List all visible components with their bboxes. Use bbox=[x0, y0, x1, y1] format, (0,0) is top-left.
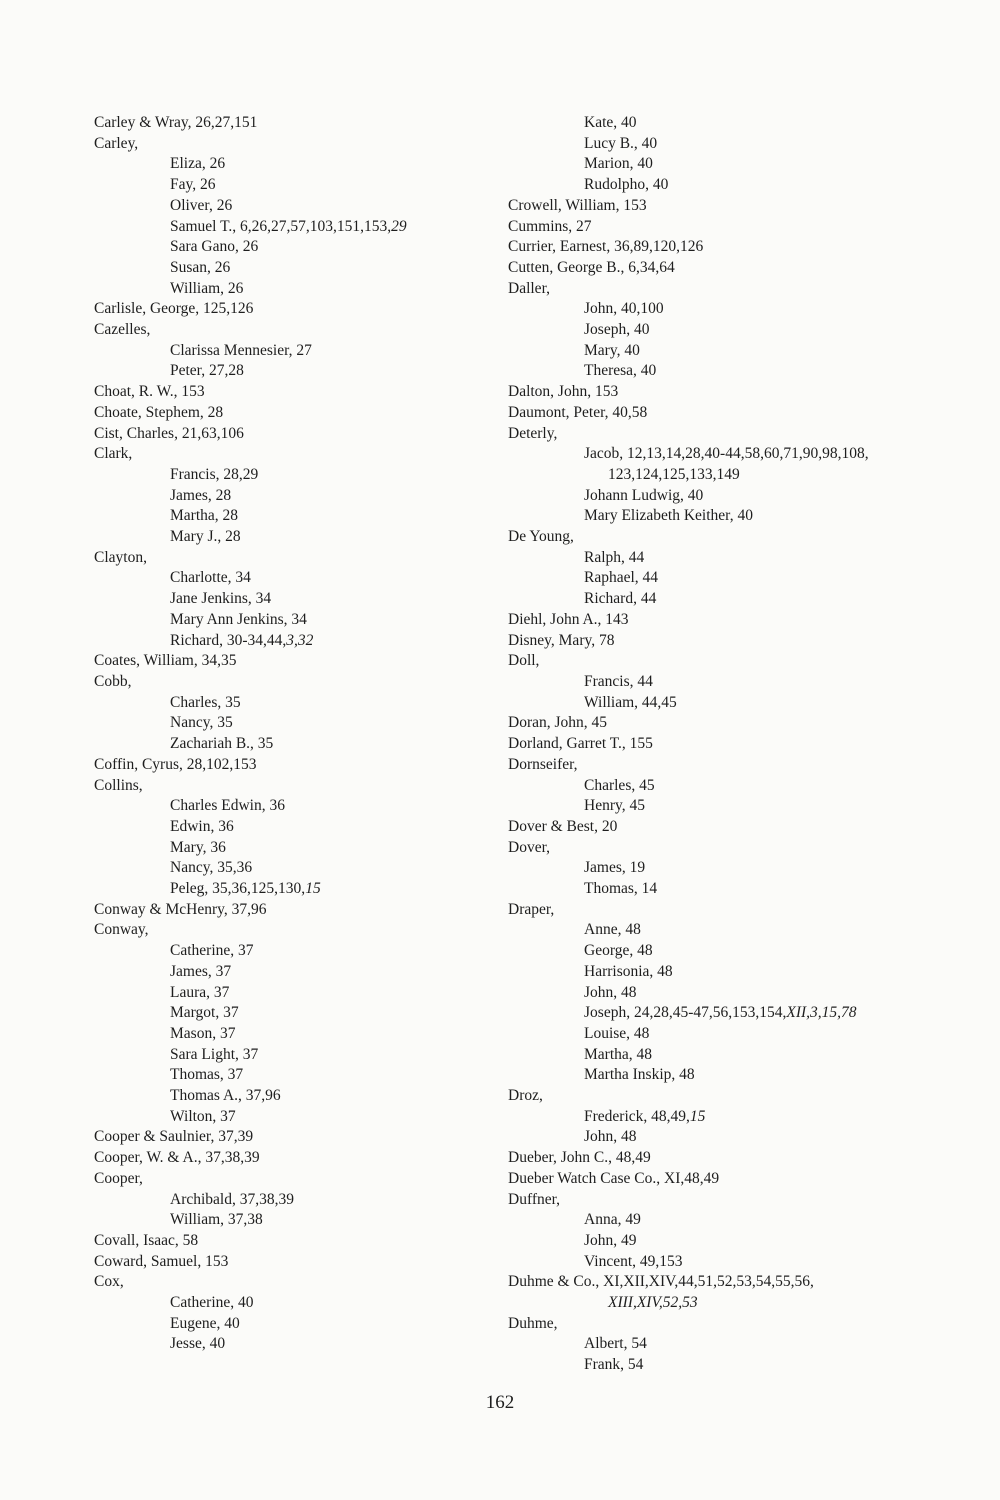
index-entry bbox=[508, 279, 928, 300]
index-subentry bbox=[94, 486, 494, 507]
entry-text: Cobb, bbox=[94, 672, 132, 690]
index-subentry bbox=[94, 1190, 494, 1211]
index-subentry bbox=[94, 631, 494, 652]
index-subentry bbox=[94, 154, 494, 175]
index-subentry bbox=[508, 672, 928, 693]
index-entry bbox=[94, 672, 494, 693]
index-subentry bbox=[94, 279, 494, 300]
index-subentry bbox=[94, 527, 494, 548]
italic-page-refs: XIII,XIV,52,53 bbox=[608, 1294, 698, 1312]
entry-text: Cist, Charles, 21,63,106 bbox=[94, 424, 244, 442]
entry-text: Coffin, Cyrus, 28,102,153 bbox=[94, 755, 257, 773]
index-entry bbox=[94, 651, 494, 672]
italic-page-refs: 15 bbox=[689, 1107, 706, 1125]
page-number: 162 bbox=[485, 1392, 515, 1413]
entry-text: De Young, bbox=[508, 528, 574, 546]
index-subentry bbox=[508, 589, 928, 610]
index-subentry bbox=[508, 1003, 928, 1024]
entry-text: Jesse, 40 bbox=[170, 1335, 226, 1353]
index-subentry bbox=[508, 1293, 928, 1314]
entry-text: Susan, 26 bbox=[170, 258, 231, 276]
entry-text: Collins, bbox=[94, 776, 143, 794]
entry-text: James, 19 bbox=[584, 859, 646, 877]
entry-text: John, 49 bbox=[584, 1231, 637, 1249]
entry-text: Mason, 37 bbox=[170, 1024, 236, 1042]
entry-text: Frederick, 48,49, bbox=[584, 1107, 690, 1125]
entry-text: Harrisonia, 48 bbox=[584, 962, 673, 980]
index-subentry bbox=[508, 134, 928, 155]
index-entry bbox=[94, 424, 494, 445]
entry-text: Dover & Best, 20 bbox=[508, 817, 618, 835]
entry-text: Archibald, 37,38,39 bbox=[170, 1190, 294, 1208]
entry-text: Mary J., 28 bbox=[170, 528, 241, 546]
index-entry bbox=[508, 1314, 928, 1335]
entry-text: Oliver, 26 bbox=[170, 196, 233, 214]
index-column-left bbox=[94, 113, 494, 1355]
entry-text: Dueber Watch Case Co., XI,48,49 bbox=[508, 1169, 720, 1187]
index-subentry bbox=[94, 858, 494, 879]
entry-text: Charles Edwin, 36 bbox=[170, 797, 285, 815]
entry-text: Albert, 54 bbox=[584, 1335, 647, 1353]
entry-text: Dueber, John C., 48,49 bbox=[508, 1149, 651, 1167]
index-subentry bbox=[508, 776, 928, 797]
index-entry bbox=[94, 776, 494, 797]
entry-text: Dalton, John, 153 bbox=[508, 383, 619, 401]
entry-text: Jacob, 12,13,14,28,40-44,58,60,71,90,98,108, bbox=[584, 445, 869, 463]
index-entry bbox=[508, 900, 928, 921]
index-subentry bbox=[94, 258, 494, 279]
entry-text: Clark, bbox=[94, 445, 133, 463]
index-entry bbox=[94, 548, 494, 569]
entry-text: Currier, Earnest, 36,89,120,126 bbox=[508, 238, 704, 256]
index-column-right bbox=[508, 113, 928, 1376]
index-subentry bbox=[94, 341, 494, 362]
entry-text: John, 48 bbox=[584, 1128, 637, 1146]
index-entry bbox=[94, 382, 494, 403]
index-subentry bbox=[94, 196, 494, 217]
entry-text: Margot, 37 bbox=[170, 1004, 239, 1022]
index-subentry bbox=[94, 817, 494, 838]
entry-text: Duhme, bbox=[508, 1314, 558, 1332]
index-entry bbox=[508, 196, 928, 217]
entry-text: Dover, bbox=[508, 838, 550, 856]
entry-text: James, 37 bbox=[170, 962, 232, 980]
entry-text: Conway, bbox=[94, 921, 149, 939]
index-subentry bbox=[94, 838, 494, 859]
index-entry bbox=[94, 1231, 494, 1252]
index-subentry bbox=[94, 1293, 494, 1314]
index-subentry bbox=[508, 1210, 928, 1231]
index-subentry bbox=[94, 879, 494, 900]
entry-text: Theresa, 40 bbox=[584, 362, 657, 380]
entry-text: Kate, 40 bbox=[584, 114, 637, 131]
entry-text: Clayton, bbox=[94, 548, 147, 566]
entry-text: Joseph, 40 bbox=[584, 321, 650, 339]
index-entry bbox=[508, 610, 928, 631]
index-subentry bbox=[94, 1003, 494, 1024]
entry-text: Thomas A., 37,96 bbox=[170, 1087, 281, 1105]
index-subentry bbox=[94, 506, 494, 527]
index-entry bbox=[508, 713, 928, 734]
index-subentry bbox=[94, 1314, 494, 1335]
index-subentry bbox=[508, 1334, 928, 1355]
index-subentry bbox=[508, 796, 928, 817]
entry-text: Coward, Samuel, 153 bbox=[94, 1252, 229, 1270]
index-entry bbox=[94, 134, 494, 155]
index-entry bbox=[508, 1086, 928, 1107]
index-entry bbox=[94, 1127, 494, 1148]
index-entry bbox=[508, 1148, 928, 1169]
entry-text: Carley, bbox=[94, 134, 139, 152]
index-subentry bbox=[508, 444, 928, 465]
entry-text: Cooper, bbox=[94, 1169, 143, 1187]
index-subentry bbox=[508, 113, 928, 134]
index-subentry bbox=[508, 1231, 928, 1252]
entry-text: Cooper, W. & A., 37,38,39 bbox=[94, 1149, 260, 1167]
entry-text: Mary Ann Jenkins, 34 bbox=[170, 610, 307, 628]
entry-text: Francis, 28,29 bbox=[170, 465, 259, 483]
entry-text: Raphael, 44 bbox=[584, 569, 659, 587]
entry-text: Covall, Isaac, 58 bbox=[94, 1231, 199, 1249]
entry-text: Mary, 40 bbox=[584, 341, 640, 359]
entry-text: Anne, 48 bbox=[584, 921, 641, 939]
index-subentry bbox=[508, 175, 928, 196]
index-entry bbox=[94, 1148, 494, 1169]
index-entry bbox=[508, 1169, 928, 1190]
index-subentry bbox=[508, 299, 928, 320]
entry-text: Daumont, Peter, 40,58 bbox=[508, 403, 648, 421]
entry-text: George, 48 bbox=[584, 942, 653, 960]
entry-text: Charles, 35 bbox=[170, 693, 241, 711]
index-subentry bbox=[508, 1355, 928, 1376]
index-subentry bbox=[508, 1127, 928, 1148]
index-subentry bbox=[94, 217, 494, 238]
index-subentry bbox=[94, 693, 494, 714]
index-entry bbox=[508, 217, 928, 238]
index-subentry bbox=[508, 879, 928, 900]
entry-text: William, 26 bbox=[170, 279, 244, 297]
entry-text: Catherine, 37 bbox=[170, 942, 254, 960]
index-entry bbox=[508, 838, 928, 859]
entry-text: Zachariah B., 35 bbox=[170, 735, 274, 753]
index-entry bbox=[508, 755, 928, 776]
entry-text: Diehl, John A., 143 bbox=[508, 610, 629, 628]
entry-text: Jane Jenkins, 34 bbox=[170, 590, 272, 608]
entry-text: Fay, 26 bbox=[170, 176, 216, 194]
entry-text: Peter, 27,28 bbox=[170, 362, 244, 380]
entry-text: Carley & Wray, 26,27,151 bbox=[94, 114, 258, 131]
italic-page-refs: 15 bbox=[305, 880, 321, 898]
entry-text: Dornseifer, bbox=[508, 755, 578, 773]
index-entry bbox=[508, 424, 928, 445]
entry-text: Catherine, 40 bbox=[170, 1294, 254, 1312]
italic-page-refs: 29 bbox=[391, 217, 407, 235]
index-subentry bbox=[508, 941, 928, 962]
index-entry bbox=[508, 651, 928, 672]
entry-text: Thomas, 14 bbox=[584, 880, 658, 898]
entry-text: Laura, 37 bbox=[170, 983, 230, 1001]
entry-text: Cutten, George B., 6,34,64 bbox=[508, 258, 675, 276]
index-entry bbox=[94, 900, 494, 921]
entry-text: Sara Light, 37 bbox=[170, 1045, 259, 1063]
entry-text: Joseph, 24,28,45-47,56,153,154, bbox=[584, 1004, 787, 1022]
index-entry bbox=[94, 1252, 494, 1273]
index-subentry bbox=[94, 734, 494, 755]
entry-text: Louise, 48 bbox=[584, 1024, 650, 1042]
entry-text: William, 44,45 bbox=[584, 693, 677, 711]
entry-text: Duhme & Co., XI,XII,XIV,44,51,52,53,54,55,56, bbox=[508, 1273, 814, 1291]
index-entry bbox=[508, 258, 928, 279]
index-subentry bbox=[94, 941, 494, 962]
index-subentry bbox=[508, 983, 928, 1004]
index-subentry bbox=[94, 713, 494, 734]
entry-text: Nancy, 35 bbox=[170, 714, 233, 732]
index-subentry bbox=[94, 175, 494, 196]
index-subentry bbox=[508, 1107, 928, 1128]
index-subentry bbox=[508, 1252, 928, 1273]
index-entry bbox=[94, 320, 494, 341]
entry-text: Conway & McHenry, 37,96 bbox=[94, 900, 267, 918]
index-subentry bbox=[94, 1086, 494, 1107]
index-entry bbox=[508, 817, 928, 838]
entry-text: Samuel T., 6,26,27,57,103,151,153, bbox=[170, 217, 392, 235]
index-subentry bbox=[508, 320, 928, 341]
entry-text: Duffner, bbox=[508, 1190, 561, 1208]
entry-text: Vincent, 49,153 bbox=[584, 1252, 683, 1270]
entry-text: Draper, bbox=[508, 900, 555, 918]
entry-text: Disney, Mary, 78 bbox=[508, 631, 615, 649]
entry-text: Marion, 40 bbox=[584, 155, 653, 173]
entry-text: John, 48 bbox=[584, 983, 637, 1001]
index-entry bbox=[94, 1169, 494, 1190]
index-subentry bbox=[94, 1210, 494, 1231]
entry-text: Rudolpho, 40 bbox=[584, 176, 669, 194]
index-subentry bbox=[94, 610, 494, 631]
entry-text: Mary, 36 bbox=[170, 838, 226, 856]
index-subentry bbox=[508, 506, 928, 527]
entry-text: Wilton, 37 bbox=[170, 1107, 236, 1125]
index-subentry bbox=[508, 1065, 928, 1086]
entry-text: Cummins, 27 bbox=[508, 217, 592, 235]
index-subentry bbox=[94, 796, 494, 817]
index-subentry bbox=[94, 568, 494, 589]
index-subentry bbox=[508, 548, 928, 569]
index-subentry bbox=[94, 465, 494, 486]
entry-text: Martha Inskip, 48 bbox=[584, 1066, 695, 1084]
index-entry bbox=[508, 1272, 928, 1293]
entry-text: Crowell, William, 153 bbox=[508, 196, 647, 214]
index-subentry bbox=[94, 1065, 494, 1086]
index-entry bbox=[94, 444, 494, 465]
entry-text: Johann Ludwig, 40 bbox=[584, 486, 704, 504]
entry-text: John, 40,100 bbox=[584, 300, 664, 318]
entry-text: Doran, John, 45 bbox=[508, 714, 608, 732]
italic-page-refs: XII,3,15,78 bbox=[786, 1004, 857, 1022]
entry-text: Charlotte, 34 bbox=[170, 569, 251, 587]
entry-text: Charles, 45 bbox=[584, 776, 655, 794]
entry-text: Lucy B., 40 bbox=[584, 134, 658, 152]
index-subentry bbox=[94, 1024, 494, 1045]
index-entry bbox=[508, 403, 928, 424]
entry-text: Sara Gano, 26 bbox=[170, 238, 259, 256]
entry-text: Richard, 44 bbox=[584, 590, 657, 608]
entry-text: Droz, bbox=[508, 1087, 543, 1105]
entry-text: Richard, 30-34,44, bbox=[170, 631, 287, 649]
entry-text: Peleg, 35,36,125,130, bbox=[170, 880, 306, 898]
index-entry bbox=[508, 237, 928, 258]
entry-text: Henry, 45 bbox=[584, 797, 645, 815]
entry-text: Daller, bbox=[508, 279, 550, 297]
entry-text: Coates, William, 34,35 bbox=[94, 652, 237, 670]
index-subentry bbox=[508, 486, 928, 507]
index-subentry bbox=[508, 962, 928, 983]
entry-text: Martha, 48 bbox=[584, 1045, 653, 1063]
index-subentry bbox=[94, 1334, 494, 1355]
entry-text: Ralph, 44 bbox=[584, 548, 645, 566]
entry-text: William, 37,38 bbox=[170, 1211, 263, 1229]
index-subentry bbox=[508, 154, 928, 175]
index-entry bbox=[508, 382, 928, 403]
index-subentry bbox=[508, 465, 928, 486]
index-subentry bbox=[94, 237, 494, 258]
entry-text: Nancy, 35,36 bbox=[170, 859, 253, 877]
entry-text: Mary Elizabeth Keither, 40 bbox=[584, 507, 753, 525]
entry-text: Dorland, Garret T., 155 bbox=[508, 735, 653, 753]
entry-text: Frank, 54 bbox=[584, 1356, 644, 1374]
index-entry bbox=[94, 299, 494, 320]
index-entry bbox=[94, 113, 494, 134]
index-subentry bbox=[94, 1045, 494, 1066]
index-subentry bbox=[508, 568, 928, 589]
index-subentry bbox=[508, 361, 928, 382]
entry-text: Eliza, 26 bbox=[170, 155, 226, 173]
entry-text: Edwin, 36 bbox=[170, 817, 234, 835]
index-subentry bbox=[508, 1024, 928, 1045]
index-subentry bbox=[94, 983, 494, 1004]
entry-text: Martha, 28 bbox=[170, 507, 239, 525]
entry-text: Choat, R. W., 153 bbox=[94, 383, 205, 401]
entry-text: Thomas, 37 bbox=[170, 1066, 244, 1084]
index-entry bbox=[508, 1190, 928, 1211]
index-entry bbox=[94, 755, 494, 776]
index-entry bbox=[508, 631, 928, 652]
entry-text: Cazelles, bbox=[94, 321, 151, 339]
entry-text: Francis, 44 bbox=[584, 672, 653, 690]
index-entry bbox=[94, 920, 494, 941]
index-subentry bbox=[508, 693, 928, 714]
italic-page-refs: 3,32 bbox=[286, 631, 314, 649]
entry-text: James, 28 bbox=[170, 486, 232, 504]
entry-text: Cooper & Saulnier, 37,39 bbox=[94, 1128, 254, 1146]
index-entry bbox=[94, 403, 494, 424]
index-subentry bbox=[94, 589, 494, 610]
index-entry bbox=[508, 734, 928, 755]
entry-text: 123,124,125,133,149 bbox=[608, 465, 740, 483]
index-subentry bbox=[94, 361, 494, 382]
index-subentry bbox=[508, 1045, 928, 1066]
entry-text: Deterly, bbox=[508, 424, 558, 442]
entry-text: Cox, bbox=[94, 1273, 124, 1291]
index-subentry bbox=[94, 962, 494, 983]
entry-text: Anna, 49 bbox=[584, 1211, 641, 1229]
index-entry bbox=[94, 1272, 494, 1293]
entry-text: Clarissa Mennesier, 27 bbox=[170, 341, 312, 359]
index-entry bbox=[508, 527, 928, 548]
entry-text: Eugene, 40 bbox=[170, 1314, 240, 1332]
entry-text: Choate, Stephem, 28 bbox=[94, 403, 224, 421]
index-subentry bbox=[508, 920, 928, 941]
index-subentry bbox=[508, 341, 928, 362]
entry-text: Doll, bbox=[508, 652, 540, 670]
index-subentry bbox=[94, 1107, 494, 1128]
entry-text: Carlisle, George, 125,126 bbox=[94, 300, 254, 318]
index-subentry bbox=[508, 858, 928, 879]
